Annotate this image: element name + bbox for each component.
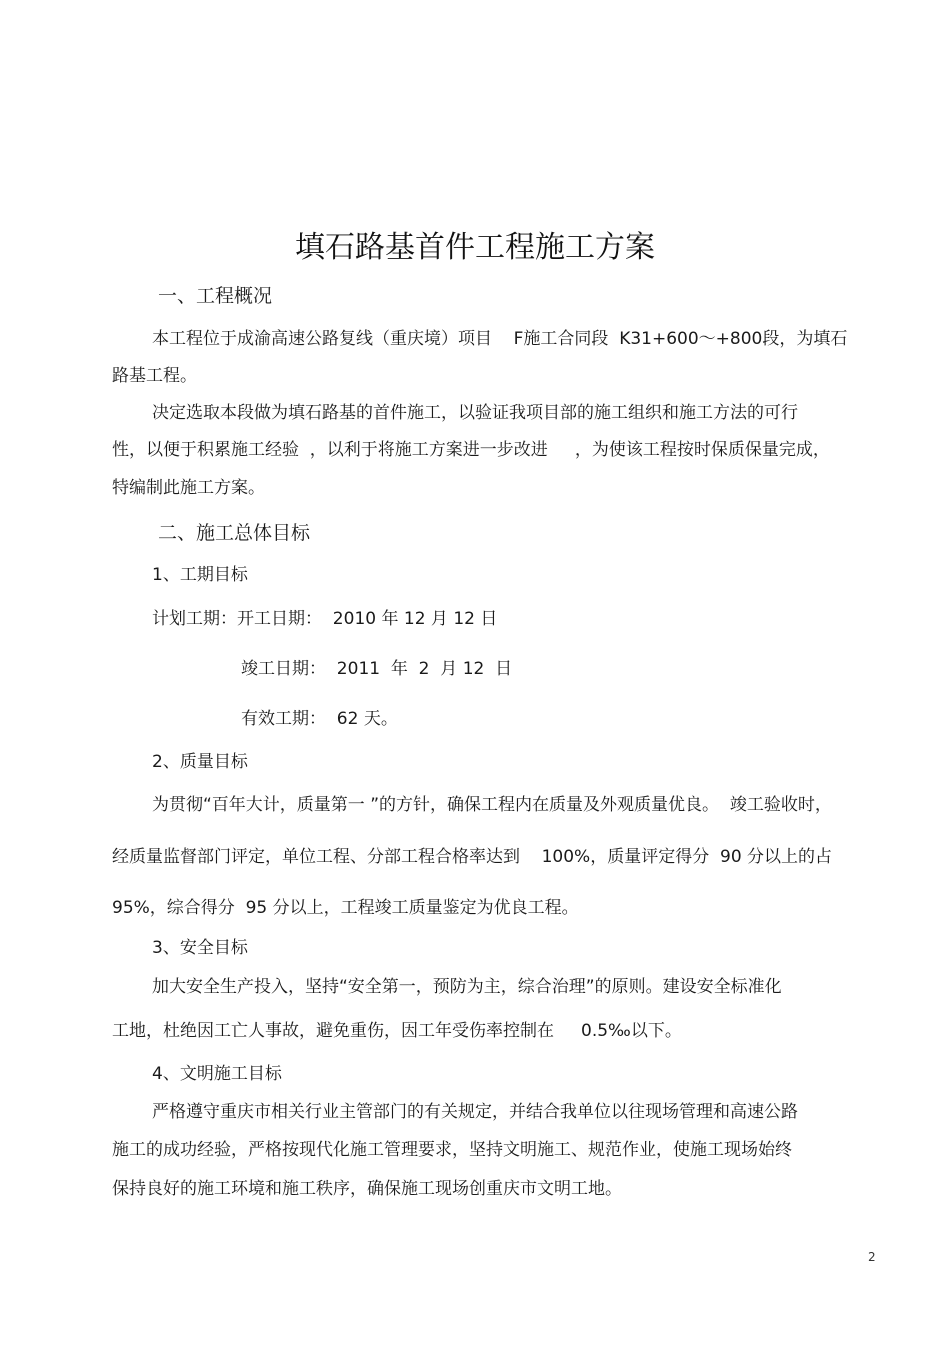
paragraph-line: 施工的成功经验，严格按现代化施工管理要求，坚持文明施工、规范作业，使施工现场始终 [112,1140,792,1160]
paragraph-line: 为贯彻“百年大计，质量第一 ”的方针，确保工程内在质量及外观质量优良。 竣工验收时， [152,795,832,815]
paragraph-line: 经质量监督部门评定，单位工程、分部工程合格率达到 100%，质量评定得分 90 分以上的占 [112,847,833,867]
subheading-safety: 3、安全目标 [152,938,248,958]
paragraph-line: 本工程位于成渝高速公路复线（重庆境）项目 F施工合同段 K31+600～+800段，为填石 [152,329,848,349]
paragraph-line: 特编制此施工方案。 [112,478,265,498]
paragraph-line: 保持良好的施工环境和施工秩序，确保施工现场创重庆市文明工地。 [112,1179,622,1199]
paragraph-line: 加大安全生产投入，坚持“安全第一，预防为主，综合治理”的原则。建设安全标准化 [152,977,782,997]
schedule-duration-line: 有效工期： 62 天。 [241,709,398,729]
paragraph-line: 严格遵守重庆市相关行业主管部门的有关规定，并结合我单位以往现场管理和高速公路 [152,1102,798,1122]
page-number: 2 [868,1250,876,1264]
schedule-start-line: 计划工期：开工日期： 2010 年 12 月 12 日 [152,609,498,629]
paragraph-line: 工地，杜绝因工亡人事故，避免重伤，因工年受伤率控制在 0.5‰以下。 [112,1021,682,1041]
subheading-quality: 2、质量目标 [152,752,248,772]
paragraph-line: 95%，综合得分 95 分以上，工程竣工质量鉴定为优良工程。 [112,898,579,918]
paragraph-line: 路基工程。 [112,366,197,386]
document-title: 填石路基首件工程施工方案 [295,230,655,265]
section-heading-goals: 二、施工总体目标 [158,522,311,544]
subheading-schedule: 1、工期目标 [152,565,248,585]
subheading-civilized: 4、文明施工目标 [152,1064,282,1084]
paragraph-line: 决定选取本段做为填石路基的首件施工，以验证我项目部的施工组织和施工方法的可行 [152,403,798,423]
section-heading-overview: 一、工程概况 [158,285,273,307]
schedule-end-line: 竣工日期： 2011 年 2 月 12 日 [241,659,513,679]
paragraph-line: 性，以便于积累施工经验 ，以利于将施工方案进一步改进 ，为使该工程按时保质保量完成， [112,440,830,460]
